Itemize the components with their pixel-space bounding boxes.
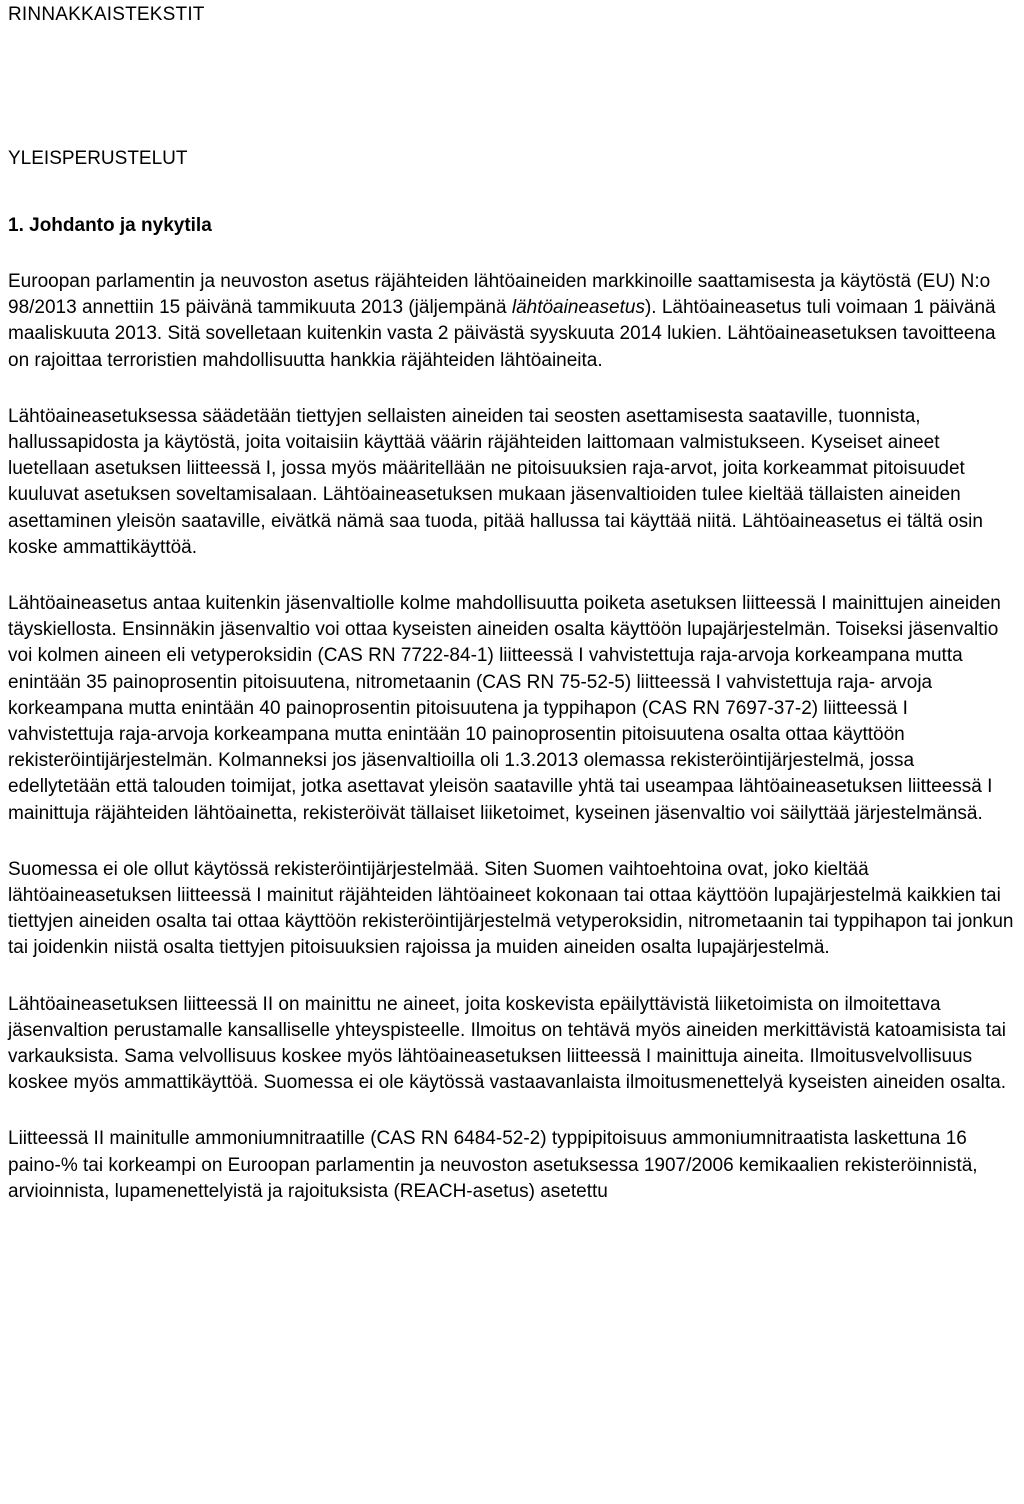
paragraph-3: Lähtöaineasetus antaa kuitenkin jäsenvaltiolle kolme mahdollisuutta poiketa asetuksen liitteessä I mainittujen aineiden täyskiellosta. Ensinnäkin jäsenvaltio voi ottaa kyseisten aineiden osalta käyttöön lupajärjestelmän. Toiseksi jäsenvaltio voi kolmen aineen eli vetyperoksidin (CAS RN 7722-84-1) liitteessä I vahvistettuja raja-arvoja korkeampana mutta enintään 35 painoprosentin pitoisuutena, nitrometaanin (CAS RN 75-52-5) liitteessä I vahvistettuja raja- arvoja korkeampana mutta enintään 40 painoprosentin pitoisuutena ja typpihapon (CAS RN 7697-37-2) liitteessä I vahvistettuja raja-arvoja korkeampana mutta enintään 10 painoprosentin pitoisuutena osalta ottaa käyttöön rekisteröintijärjestelmän. Kolmanneksi jos jäsenvaltioilla oli 1.3.2013 olemassa rekisteröintijärjestelmä, jossa edellytetään että talouden toimijat, jotka asettavat yleisön saataville yhtä tai useampaa lähtöaineasetuksen liitteessä I mainittuja räjähteiden lähtöainetta, rekisteröivät tällaiset liiketoimet, kyseinen jäsenvaltio voi säilyttää järjestelmänsä. (8, 593, 1001, 824)
document-header: RINNAKKAISTEKSTIT (8, 4, 205, 25)
paragraph-1-before: Euroopan parlamentin ja neuvoston asetus räjähteiden lähtöaineiden markkinoille saattamisesta ja käytöstä (EU) N:o 98/2013 annettiin 15 päivänä tammikuuta 2013 (jäljempänä (8, 271, 991, 319)
document-body (8, 269, 1018, 1235)
chapter-heading: 1. Johdanto ja nykytila (8, 215, 212, 236)
paragraph-1-after: ). Lähtöaineasetus tuli voimaan 1 päivänä maaliskuuta 2013. Sitä sovelletaan kuitenkin vasta 2 päivästä syyskuuta 2014 lukien. Lähtöaineasetuksen tavoitteena on rajoittaa terroristien mahdollisuutta hankkia räjähteiden lähtöaineita. (8, 297, 996, 371)
paragraph-5: Lähtöaineasetuksen liitteessä II on mainittu ne aineet, joita koskevista epäilyttävistä liiketoimista on ilmoitettava jäsenvaltion perustamalle kansalliselle yhteyspisteelle. Ilmoitus on tehtävä myös aineiden merkittävistä katoamisista tai varkauksista. Sama velvollisuus koskee myös lähtöaineasetuksen liitteessä I mainittuja aineita. Ilmoitusvelvollisuus koskee myös ammattikäyttöä. Suomessa ei ole käytössä vastaavanlaista ilmoitusmenettelyä kyseisten aineiden osalta. (8, 993, 1006, 1094)
paragraph-6: Liitteessä II mainitulle ammoniumnitraatille (CAS RN 6484-52-2) typpipitoisuus ammoniumnitraatista laskettuna 16 paino-% tai korkeampi on Euroopan parlamentin ja neuvoston asetuksessa 1907/2006 kemikaalien rekisteröinnistä, arvioinnista, lupamenettelyistä ja rajoituksista (REACH-asetus) asetettu (8, 1128, 978, 1202)
paragraph-2: Lähtöaineasetuksessa säädetään tiettyjen sellaisten aineiden tai seosten asettamisesta saataville, tuonnista, hallussapidosta ja käytöstä, joita voitaisiin käyttää väärin räjähteiden laittomaan valmistukseen. Kyseiset aineet luetellaan asetuksen liitteessä I, jossa myös määritellään ne pitoisuuksien raja-arvot, joita korkeammat pitoisuudet kuuluvat asetuksen soveltamisalaan. Lähtöaineasetuksen mukaan jäsenvaltioiden tulee kieltää tällaisten aineiden asettaminen yleisön saataville, eivätkä nämä saa tuoda, pitää hallussa tai käyttää niitä. Lähtöaineasetus ei tältä osin koske ammattikäyttöä. (8, 405, 983, 558)
paragraph-4: Suomessa ei ole ollut käytössä rekisteröintijärjestelmää. Siten Suomen vaihtoehtoina ovat, joko kieltää lähtöaineasetuksen liitteessä I mainitut räjähteiden lähtöaineet kokonaan tai ottaa käyttöön lupajärjestelmä kaikkien tai tiettyjen aineiden osalta tai ottaa käyttöön rekisteröintijärjestelmä vetyperoksidin, nitrometaanin tai typpihapon tai jonkun tai joidenkin niistä osalta tiettyjen pitoisuuksien rajoissa ja muiden aineiden osalta lupajärjestelmä. (8, 858, 1014, 959)
paragraph-1 (8, 269, 1018, 374)
section-title: YLEISPERUSTELUT (8, 148, 188, 169)
paragraph-1-emphasis: lähtöaineasetus (511, 297, 645, 319)
